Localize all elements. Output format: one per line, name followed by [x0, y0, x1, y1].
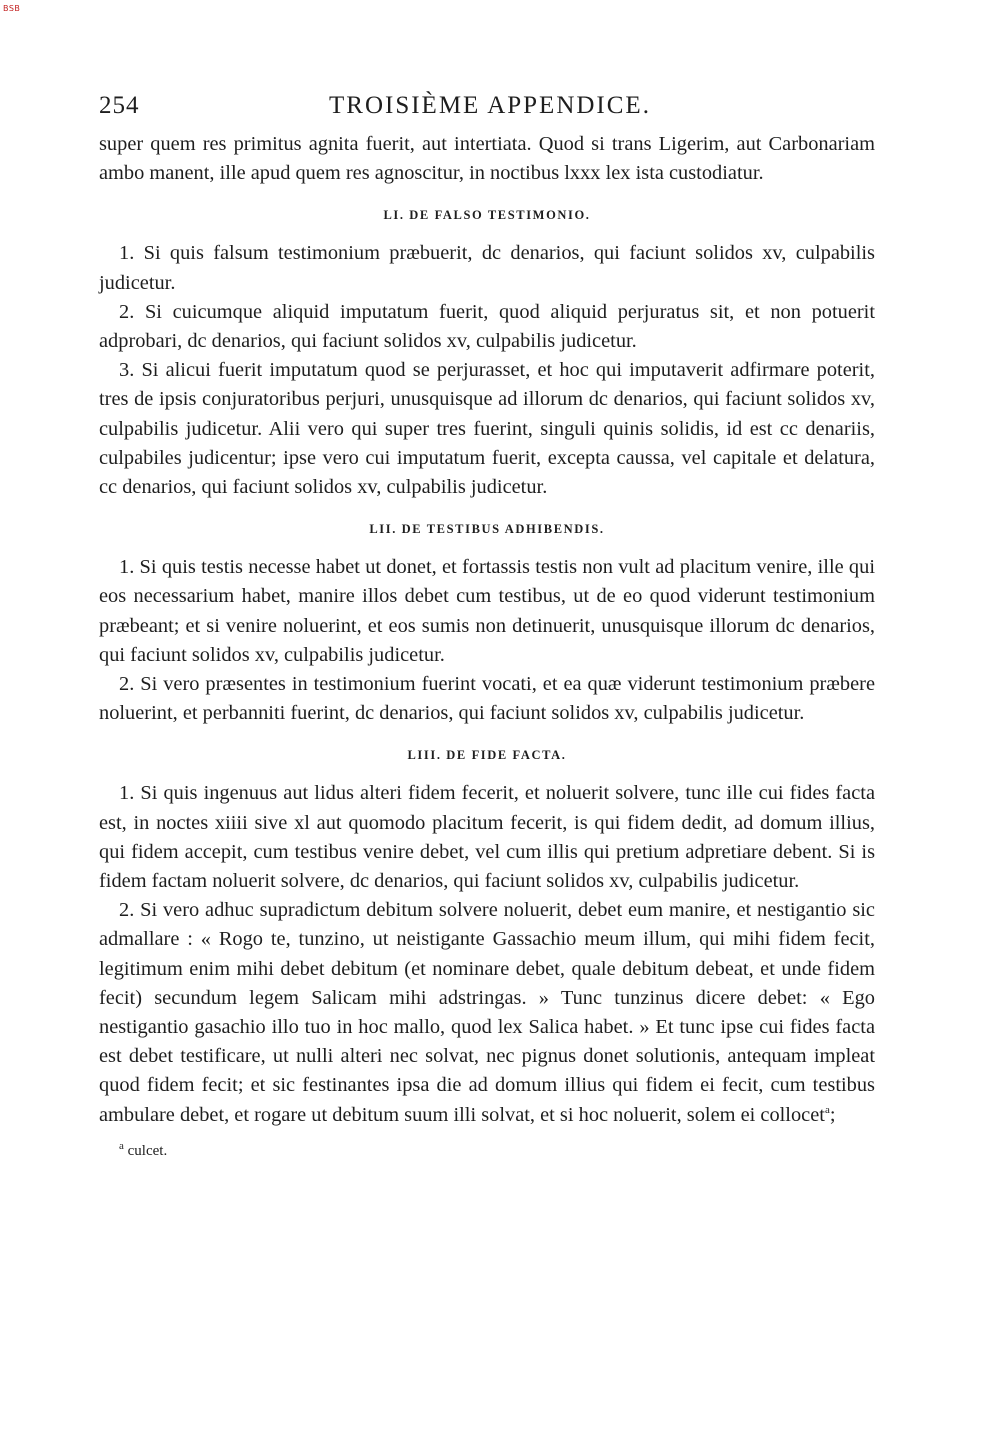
running-title: TROISIÈME APPENDICE.: [329, 92, 651, 119]
section-heading-lii: LII. DE TESTIBUS ADHIBENDIS.: [369, 522, 605, 537]
section-heading-li: LI. DE FALSO TESTIMONIO.: [383, 208, 591, 223]
continuation-paragraph: super quem res primitus agnita fuerit, aut intertiata. Quod si trans Ligerim, aut Carbonariam ambo manent, ille apud quem res agnoscitur, in noctibus lxxx lex ista custodiatur.: [99, 133, 875, 185]
page-body: [99, 130, 875, 1130]
section-heading-liii: LIII. DE FIDE FACTA.: [407, 748, 567, 763]
paragraph-liii-2-trailing: ;: [829, 1103, 836, 1126]
paragraph-li-2: 2. Si cuicumque aliquid imputatum fuerit, quod aliquid perjuratus sit, et non potuerit adprobari, dc denarios, qui faciunt solidos xv, culpabilis judicetur.: [99, 300, 875, 353]
footnote-text: culcet.: [127, 1142, 168, 1159]
paragraph-liii-2-text: 2. Si vero adhuc supradictum debitum solvere noluerit, debet eum manire, et nestigantio sic admallare : « Rogo te, tunzino, ut neistigante Gassachio meum illum, qui mihi fidem fecit, legitimum enim mihi debet debitum (et nominare debet, quale debitum debeat, et unde fidem fecit) secundum legem Salicam mihi adstringas. » Tunc tunzinus dicere debet: « Ego nestigantio gasachio illo tuo in hoc mallo, quod lex Salica habet. » Et tunc ipse cui fides facta est debet testificare, ut nulli alteri nec solvat, nec pignus donet solutionis, antequam impleat quod fidem fecit; et sic festinantes ipsa die ad domum illius qui fidem ei fecit, cum testibus ambulare debet, et rogare ut debitum suum illi solvat, et si hoc noluerit, solem ei collocet: [99, 899, 875, 1126]
paragraph-liii-2: [99, 896, 875, 1130]
page-header: [99, 92, 875, 130]
paragraph-liii-1: 1. Si quis ingenuus aut lidus alteri fidem fecerit, et noluerit solvere, tunc ille cui fides facta est, in noctes xiiii sive xl aut quomodo placitum fecerit, is qui fidem dedit, ad domum illius, qui fidem accepit, cum testibus venire debet, vel cum illis qui pretium adpretiare debent. Si is fidem factam noluerit solvere, dc denarios, qui faciunt solidos xv, culpabilis judicetur.: [99, 782, 875, 893]
paragraph-li-1: 1. Si quis falsum testimonium præbuerit, dc denarios, qui faciunt solidos xv, culpabilis judicetur.: [99, 242, 875, 294]
footnote-marker: a: [119, 1139, 124, 1152]
document-page: [99, 92, 875, 1162]
library-watermark: BSB: [3, 4, 21, 13]
paragraph-li-3: 3. Si alicui fuerit imputatum quod se perjurasset, et hoc qui imputaverit adfirmare poterit, tres de ipsis conjuratoribus perjuri, unusquisque ad illorum dc denarios, qui faciunt solidos xv, culpabilis judicetur. Alii vero qui super tres fuerint, singuli quinis solidis, id est cc denariis, culpabiles judicentur; ipse vero cui imputatum fuerit, excepta caussa, vel capitale et delatura, cc denarios, qui faciunt solidos xv, culpabilis judicetur.: [99, 359, 875, 499]
page-number: 254: [99, 92, 140, 119]
paragraph-lii-1: 1. Si quis testis necesse habet ut donet, et fortassis testis non vult ad placitum venire, ille qui eos necessarium habet, manire illos debet cum testibus, ut de eo quod viderunt testimonium præbeant; et si venire noluerint, et eos sumis non detinuerit, unusquisque illorum dc denarios, qui faciunt solidos xv, culpabilis judicetur.: [99, 556, 875, 666]
paragraph-lii-2: 2. Si vero præsentes in testimonium fuerint vocati, et ea quæ viderunt testimonium præbere noluerint, et perbanniti fuerint, dc denarios, qui faciunt solidos xv, culpabilis judicetur.: [99, 673, 875, 725]
footnote: [99, 1140, 875, 1162]
footnote-reference: a: [824, 1103, 830, 1116]
